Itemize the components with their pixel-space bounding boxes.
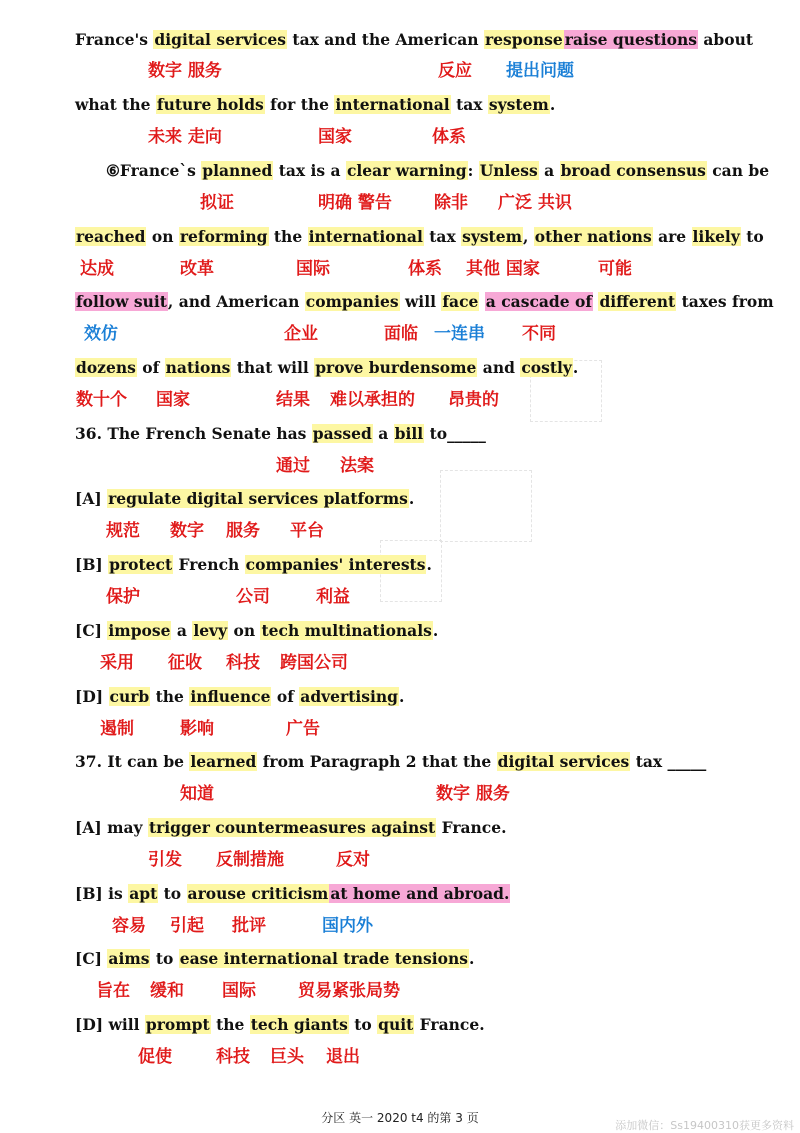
question-36-stem [75, 420, 486, 448]
annotation: 国家 [318, 127, 352, 147]
text: about [697, 30, 753, 49]
highlight: costly [521, 358, 572, 377]
text: the [210, 1015, 250, 1034]
text: to [348, 1015, 378, 1034]
highlight: other nations [534, 227, 652, 246]
annotation: 平台 [290, 521, 324, 541]
highlight: future holds [156, 95, 264, 114]
text: [C] [75, 949, 108, 968]
text: the [268, 227, 308, 246]
text: for the [264, 95, 335, 114]
question-37-option-c [75, 945, 474, 973]
text: [A] may [75, 818, 148, 837]
annotation: 结果 [276, 390, 310, 410]
text: tax [450, 95, 488, 114]
text-line [75, 288, 774, 316]
annotation: 体系 [432, 127, 466, 147]
text: to [158, 884, 187, 903]
annotation: 公司 [236, 587, 270, 607]
highlight: prompt [145, 1015, 210, 1034]
text-line [75, 26, 753, 54]
annotation: 一连串 [434, 324, 485, 344]
highlight: reached [76, 227, 146, 246]
text: France's [75, 30, 154, 49]
question-37-stem [75, 748, 706, 776]
highlight: bill [394, 424, 424, 443]
text: . [426, 555, 432, 574]
text: tax [423, 227, 462, 246]
text: : [467, 161, 479, 180]
question-37-option-a [75, 814, 507, 842]
annotation: 规范 [106, 521, 140, 541]
question-36-option-b [75, 551, 432, 579]
highlight: Unless [479, 161, 538, 180]
text: and [477, 358, 521, 377]
annotation: 国际 [222, 981, 256, 1001]
text: . [549, 95, 556, 114]
annotation: 贸易紧张局势 [298, 981, 400, 1001]
annotation: 影响 [180, 719, 214, 739]
highlight: companies [305, 292, 399, 311]
annotation: 体系 [408, 259, 442, 279]
annotation: 面临 [384, 324, 418, 344]
highlight: system [488, 95, 549, 114]
highlight: protect [109, 555, 173, 574]
text: the [150, 687, 190, 706]
annotation: 明确 警告 [318, 193, 392, 213]
text: . [572, 358, 579, 377]
annotation: 促使 [138, 1047, 172, 1067]
text: are [652, 227, 692, 246]
annotation: 除非 [434, 193, 468, 213]
question-37-option-b [75, 880, 510, 908]
annotation: 引起 [170, 916, 204, 936]
annotation: 改革 [180, 259, 214, 279]
highlight: dozens [76, 358, 136, 377]
text: that will [231, 358, 315, 377]
text: . [469, 949, 475, 968]
highlight: clear warning [346, 161, 467, 180]
annotation: 数十个 [76, 390, 127, 410]
text: taxes from [676, 292, 774, 311]
highlight: likely [692, 227, 740, 246]
text: tax is a [273, 161, 346, 180]
question-36-option-a [75, 485, 414, 513]
annotation: 可能 [598, 259, 632, 279]
highlight: quit [378, 1015, 414, 1034]
highlight: advertising [300, 687, 398, 706]
text: France. [414, 1015, 485, 1034]
annotation: 其他 国家 [466, 259, 540, 279]
text: a [171, 621, 193, 640]
text: to [740, 227, 764, 246]
annotation: 通过 [276, 456, 310, 476]
highlight: nations [165, 358, 231, 377]
annotation: 国际 [296, 259, 330, 279]
annotation: 未来 走向 [148, 127, 222, 147]
text: . [398, 687, 405, 706]
annotation: 昂贵的 [448, 390, 499, 410]
page-footer: 分区 英一 2020 t4 的第 3 页 [321, 1111, 479, 1125]
annotation: 数字 [170, 521, 204, 541]
text-line [75, 223, 764, 251]
annotation: 国家 [156, 390, 190, 410]
question-37-option-d [75, 1011, 485, 1039]
highlight: ease international trade tensions [179, 949, 468, 968]
text: on [146, 227, 179, 246]
annotation: 采用 [100, 653, 134, 673]
highlight: trigger countermeasures against [148, 818, 436, 837]
highlight: international [308, 227, 423, 246]
annotation: 保护 [106, 587, 140, 607]
annotation: 巨头 [270, 1047, 304, 1067]
highlight: arouse criticism [187, 884, 329, 903]
highlight: response [484, 30, 563, 49]
text: a [538, 161, 560, 180]
text: from Paragraph 2 that the [257, 752, 497, 771]
annotation: 批评 [232, 916, 266, 936]
annotation: 退出 [326, 1047, 360, 1067]
annotation: 引发 [148, 850, 182, 870]
text: . [408, 489, 415, 508]
annotation: 拟证 [200, 193, 234, 213]
text: ⑥France`s [106, 161, 202, 180]
text: [D] will [75, 1015, 145, 1034]
highlight: apt [129, 884, 158, 903]
highlight: follow suit [76, 292, 167, 311]
highlight: broad consensus [560, 161, 706, 180]
highlight: tech giants [250, 1015, 348, 1034]
text: [B] [75, 555, 109, 574]
text: [A] [75, 489, 108, 508]
text: France. [436, 818, 507, 837]
annotation: 知道 [180, 784, 214, 804]
text: [C] [75, 621, 108, 640]
highlight: planned [202, 161, 273, 180]
text: what the [75, 95, 156, 114]
background-watermark-shape [440, 470, 532, 542]
annotation: 利益 [316, 587, 350, 607]
annotation: 科技 [226, 653, 260, 673]
highlight: a cascade of [485, 292, 593, 311]
text-line [75, 354, 578, 382]
highlight: companies' interests [245, 555, 426, 574]
annotation: 法案 [340, 456, 374, 476]
text: will [399, 292, 442, 311]
text: [B] is [75, 884, 129, 903]
annotation: 难以承担的 [330, 390, 415, 410]
text-line [106, 157, 769, 185]
annotation: 跨国公司 [280, 653, 348, 673]
annotation: 反应 [438, 61, 472, 81]
text: a [372, 424, 394, 443]
annotation: 科技 [216, 1047, 250, 1067]
annotation: 数字 服务 [148, 61, 222, 81]
annotation: 反对 [336, 850, 370, 870]
question-36-option-d [75, 683, 404, 711]
annotation: 遏制 [100, 719, 134, 739]
text: tax _____ [630, 752, 707, 771]
highlight: different [599, 292, 676, 311]
text: . [432, 621, 439, 640]
highlight: digital services [497, 752, 630, 771]
highlight: raise questions [564, 30, 697, 49]
highlight: international [335, 95, 450, 114]
annotation: 提出问题 [506, 61, 574, 81]
text: [D] [75, 687, 109, 706]
text: to [150, 949, 179, 968]
text: to_____ [424, 424, 486, 443]
annotation: 企业 [284, 324, 318, 344]
question-36-option-c [75, 617, 438, 645]
text [479, 292, 484, 311]
text: of [136, 358, 165, 377]
highlight: aims [108, 949, 150, 968]
text: tax and the American [287, 30, 484, 49]
highlight: influence [190, 687, 271, 706]
highlight: learned [190, 752, 257, 771]
highlight: passed [312, 424, 372, 443]
text: French [173, 555, 245, 574]
text: 36. The French Senate has [75, 424, 312, 443]
annotation: 缓和 [150, 981, 184, 1001]
highlight: face [442, 292, 479, 311]
text: on [228, 621, 261, 640]
highlight: regulate digital services platforms [108, 489, 408, 508]
text: can be [706, 161, 770, 180]
watermark-text: 添加微信：Ss19400310获更多资料 [615, 1119, 794, 1132]
annotation: 数字 服务 [436, 784, 510, 804]
annotation: 服务 [226, 521, 260, 541]
text: , and American [167, 292, 305, 311]
highlight: curb [109, 687, 150, 706]
highlight: prove burdensome [315, 358, 477, 377]
annotation: 反制措施 [216, 850, 284, 870]
annotation: 广泛 共识 [498, 193, 572, 213]
highlight: system [462, 227, 522, 246]
highlight: levy [193, 621, 228, 640]
highlight: impose [108, 621, 171, 640]
text: , [522, 227, 534, 246]
annotation: 广告 [286, 719, 320, 739]
annotation: 旨在 [96, 981, 130, 1001]
annotation: 达成 [80, 259, 114, 279]
annotation: 容易 [112, 916, 146, 936]
highlight: at home and abroad. [330, 884, 510, 903]
text: 37. It can be [75, 752, 190, 771]
highlight: digital services [154, 30, 287, 49]
annotation: 征收 [168, 653, 202, 673]
highlight: tech multinationals [261, 621, 432, 640]
text: of [271, 687, 300, 706]
annotation: 效仿 [84, 324, 118, 344]
text-line [75, 91, 555, 119]
annotation: 不同 [522, 324, 556, 344]
highlight: reforming [179, 227, 268, 246]
annotation: 国内外 [322, 916, 373, 936]
